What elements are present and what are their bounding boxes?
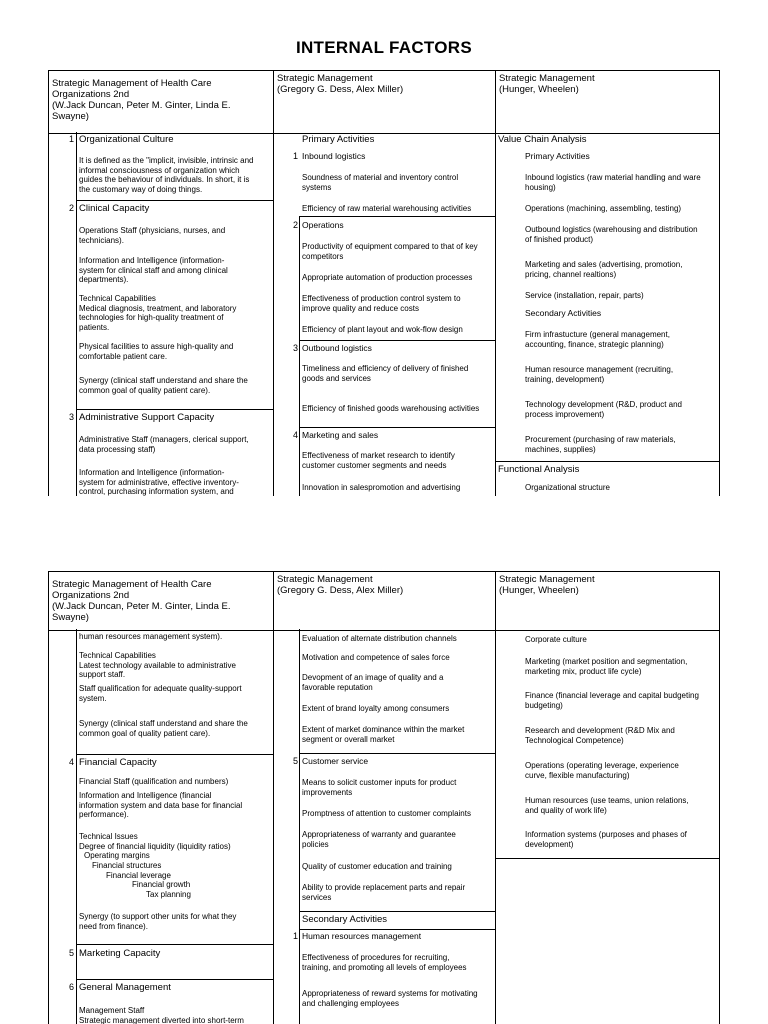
text-block: Technical Capabilities Medical diagnosis, treatment, and laboratory technologies for high-quality treatment of patients. (79, 294, 237, 332)
step-tax-planning: Tax planning (146, 890, 191, 899)
activity-human-resources: Human resources management (302, 931, 422, 941)
text-block: Efficiency of finished goods warehousing activities (302, 404, 480, 413)
text-block: Human resources (use teams, union relations, and quality of work life) (525, 796, 689, 815)
text-block: Operations Staff (physicians, nurses, and technicians). (79, 226, 226, 245)
text-block: Extent of brand loyalty among consumers (302, 704, 450, 713)
text-block: Information and Intelligence (information- system for clinical staff and among clinical departments). (79, 256, 228, 285)
text-block: Management Staff Strategic management diverted into short-term (79, 1006, 244, 1024)
text-block: Appropriate automation of production processes (302, 273, 473, 282)
primary-activities-heading: Primary Activities (525, 151, 590, 161)
text-block: Motivation and competence of sales force (302, 653, 450, 662)
text-block: Human resource management (recruiting, training, development) (525, 365, 674, 384)
text-block: Effectiveness of production control system to improve quality and reduce costs (302, 294, 461, 313)
text-block: Information and Intelligence (information- system for administrative, effective inventory- control, purchasing information system, and (79, 468, 239, 496)
row-number: 5 (292, 756, 298, 766)
header-source-3: Strategic Management (Hunger, Wheelen) (499, 574, 595, 596)
text-block: It is defined as the "implicit, invisible, intrinsic and informal consciousness of organization which guides the behaviour of individuals. In short, it is the customary way of doing things. (79, 156, 254, 194)
row-number: 4 (68, 757, 74, 767)
text-block: Appropriateness of reward systems for motivating and challenging employees (302, 989, 478, 1008)
text-block: Productivity of equipment compared to that of key competitors (302, 242, 478, 261)
text-block: Research and development (R&D Mix and Technological Competence) (525, 726, 675, 745)
sheet-page-2 (48, 571, 720, 1024)
row-number: 1 (292, 151, 298, 161)
text-block: Efficiency of raw material warehousing activities (302, 204, 472, 213)
activity-operations: Operations (302, 220, 344, 230)
text-block: Financial Staff (qualification and numbers) (79, 777, 229, 786)
text-block: Devopment of an image of quality and a favorable reputation (302, 673, 444, 692)
header-source-1: Strategic Management of Health Care Organizations 2nd (W.Jack Duncan, Peter M. Ginter, Linda E. Swayne) (52, 78, 231, 122)
header-row (48, 70, 720, 134)
row-number: 2 (68, 203, 74, 213)
text-block: Efficiency of plant layout and wok-flow design (302, 325, 463, 334)
text-block: Appropriateness of warranty and guarantee policies (302, 830, 456, 849)
step-operating-margins: Operating margins (84, 851, 150, 860)
text-block: Technical Capabilities Latest technology available to administrative support staff. (79, 651, 236, 680)
text-block: Soundness of material and inventory control systems (302, 173, 459, 192)
text-block: Marketing and sales (advertising, promotion, pricing, channel realtions) (525, 260, 683, 279)
text-block: Staff qualification for adequate quality-support system. (79, 684, 242, 703)
sheet-page-1 (48, 70, 720, 496)
section-general-management: General Management (79, 982, 171, 993)
text-block: Physical facilities to assure high-quality and comfortable patient care. (79, 342, 234, 361)
step-financial-growth: Financial growth (132, 880, 191, 889)
text-block: Firm infrastucture (general management, accounting, finance, strategic planning) (525, 330, 670, 349)
activity-outbound-logistics: Outbound logistics (302, 343, 372, 353)
row-number: 1 (68, 134, 74, 144)
header-source-2: Strategic Management (Gregory G. Dess, Alex Miller) (277, 574, 404, 596)
text-block: Outbound logistics (warehousing and distribution of finished product) (525, 225, 698, 244)
row-number: 2 (292, 220, 298, 230)
text-block: Procurement (purchasing of raw materials, machines, supplies) (525, 435, 676, 454)
step-financial-leverage: Financial leverage (106, 871, 171, 880)
section-marketing-capacity: Marketing Capacity (79, 948, 161, 959)
text-block: Administrative Staff (managers, clerical support, data processing staff) (79, 435, 249, 454)
text-block: Finance (financial leverage and capital budgeting budgeting) (525, 691, 699, 710)
text-block: Synergy (clinical staff understand and share the common goal of quality patient care). (79, 719, 248, 738)
text-block: Evaluation of alternate distribution channels (302, 634, 457, 643)
text-block: Extent of market dominance within the market segment or overall market (302, 725, 465, 744)
text-block: Means to solicit customer inputs for product improvements (302, 778, 457, 797)
section-clinical-capacity: Clinical Capacity (79, 203, 150, 214)
text-block: Service (installation, repair, parts) (525, 291, 644, 300)
row-number: 5 (68, 948, 74, 958)
value-chain-heading: Value Chain Analysis (498, 134, 587, 145)
section-organizational-culture: Organizational Culture (79, 134, 174, 145)
row-number: 3 (292, 343, 298, 353)
text-block: Timeliness and efficiency of delivery of finished goods and services (302, 364, 469, 383)
row-number: 4 (292, 430, 298, 440)
activity-marketing-sales: Marketing and sales (302, 430, 379, 440)
functional-analysis-heading: Functional Analysis (498, 464, 580, 475)
text-block: Information and Intelligence (financial information system and data base for financial performance). (79, 791, 243, 820)
primary-activities-heading: Primary Activities (302, 134, 375, 145)
text-block: Ability to provide replacement parts and repair services (302, 883, 466, 902)
text-block: Synergy (to support other units for what they need from finance). (79, 912, 237, 931)
text-block: Effectiveness of procedures for recruiting, training, and promoting all levels of employees (302, 953, 467, 972)
text-block: Marketing (market position and segmentation, marketing mix, product life cycle) (525, 657, 688, 676)
header-source-2: Strategic Management (Gregory G. Dess, Alex Miller) (277, 73, 404, 95)
text-block: Effectiveness of market research to identify customer customer segments and needs (302, 451, 455, 470)
text-block: human resources management system). (79, 632, 223, 641)
header-source-1: Strategic Management of Health Care Organizations 2nd (W.Jack Duncan, Peter M. Ginter, Linda E. Swayne) (52, 579, 231, 623)
text-block: Organizational structure (525, 483, 610, 492)
row-number: 6 (68, 982, 74, 992)
row-number: 1 (292, 931, 298, 941)
header-row (48, 571, 720, 631)
activity-inbound-logistics: Inbound logistics (302, 151, 366, 161)
activity-customer-service: Customer service (302, 756, 369, 766)
text-block: Synergy (clinical staff understand and share the common goal of quality patient care). (79, 376, 248, 395)
text-block: Corporate culture (525, 635, 587, 644)
text-block: Technology development (R&D, product and process improvement) (525, 400, 682, 419)
row-number: 3 (68, 412, 74, 422)
text-block: Innovation in salespromotion and advertising (302, 483, 461, 492)
step-financial-structures: Financial structures (92, 861, 162, 870)
section-financial-capacity: Financial Capacity (79, 757, 157, 768)
secondary-activities-heading: Secondary Activities (302, 914, 388, 925)
text-block: Promptness of attention to customer complaints (302, 809, 471, 818)
secondary-activities-heading: Secondary Activities (525, 308, 602, 318)
text-block: Information systems (purposes and phases of development) (525, 830, 687, 849)
header-source-3: Strategic Management (Hunger, Wheelen) (499, 73, 595, 95)
text-block: Operations (operating leverage, experience curve, flexible manufacturing) (525, 761, 679, 780)
page-title: INTERNAL FACTORS (295, 38, 473, 57)
section-administrative-support: Administrative Support Capacity (79, 412, 215, 423)
text-block: Inbound logistics (raw material handling and ware housing) (525, 173, 701, 192)
text-block: Operations (machining, assembling, testing) (525, 204, 682, 213)
text-block: Technical Issues Degree of financial liquidity (liquidity ratios) (79, 832, 231, 851)
text-block: Quality of customer education and training (302, 862, 452, 871)
